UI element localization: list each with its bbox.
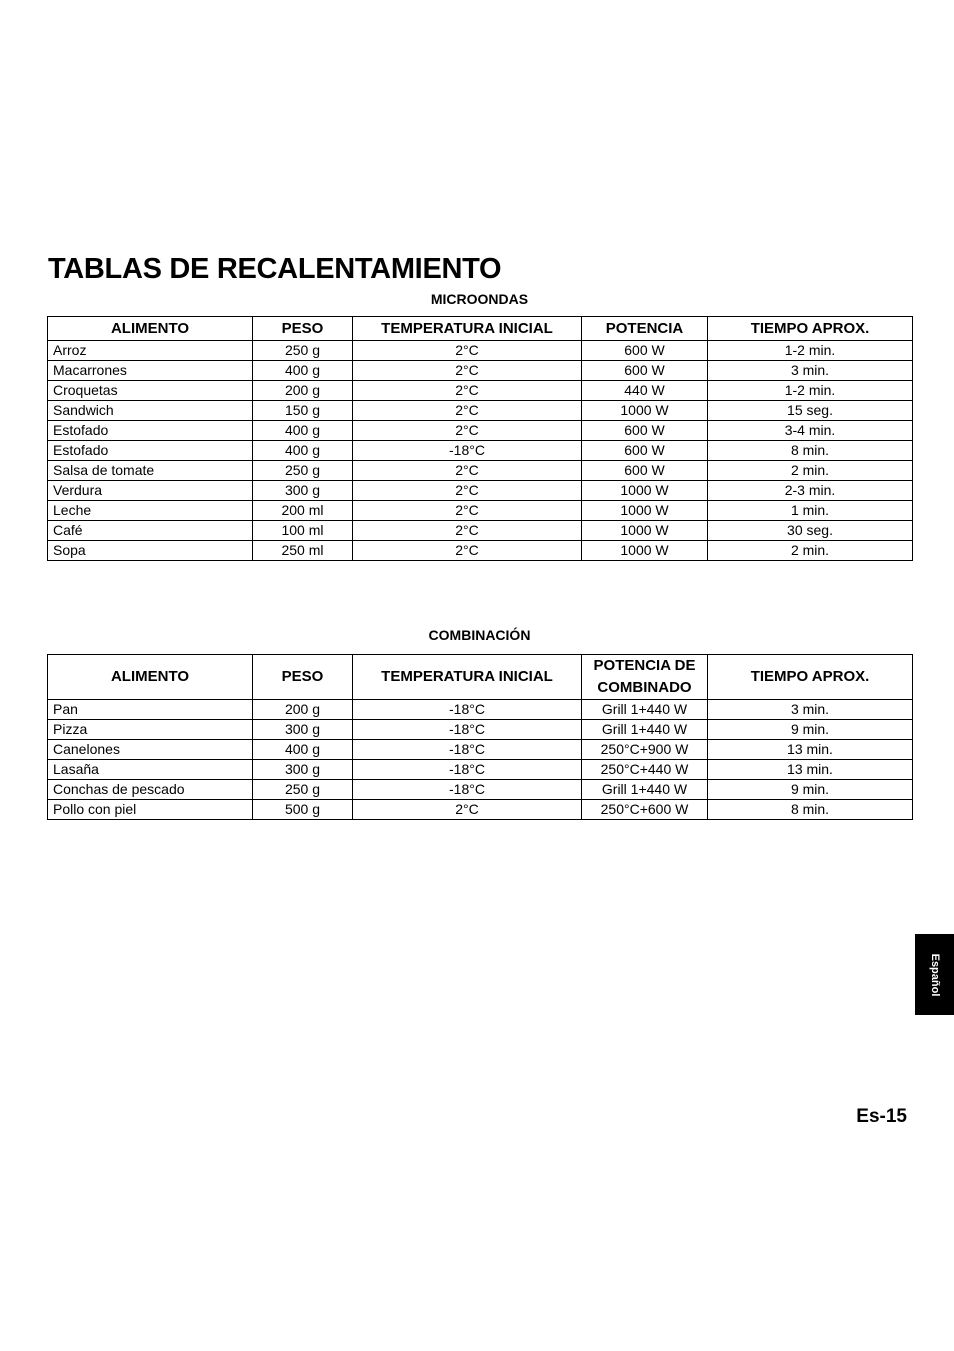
cell-potencia: 250°C+600 W (582, 800, 708, 820)
cell-alimento: Leche (48, 501, 253, 521)
cell-tiempo: 3-4 min. (708, 421, 913, 441)
cell-peso: 400 g (253, 441, 353, 461)
page-title: TABLAS DE RECALENTAMIENTO (48, 253, 502, 285)
table-row (48, 700, 913, 720)
header-alimento: ALIMENTO (48, 317, 253, 341)
cell-peso: 200 ml (253, 501, 353, 521)
cell-temperatura: -18°C (353, 441, 582, 461)
cell-potencia: 250°C+440 W (582, 760, 708, 780)
cell-temperatura: -18°C (353, 720, 582, 740)
header-tiempo-aprox: TIEMPO APROX. (708, 317, 913, 341)
header-temperatura-inicial: TEMPERATURA INICIAL (353, 655, 582, 700)
cell-tiempo: 8 min. (708, 800, 913, 820)
cell-alimento: Pizza (48, 720, 253, 740)
cell-potencia: 1000 W (582, 481, 708, 501)
cell-peso: 100 ml (253, 521, 353, 541)
cell-peso: 250 g (253, 780, 353, 800)
cell-alimento: Lasaña (48, 760, 253, 780)
cell-tiempo: 1-2 min. (708, 381, 913, 401)
cell-potencia: Grill 1+440 W (582, 700, 708, 720)
table-row (48, 760, 913, 780)
cell-alimento: Macarrones (48, 361, 253, 381)
cell-alimento: Pan (48, 700, 253, 720)
table-row (48, 341, 913, 361)
table-row (48, 421, 913, 441)
cell-alimento: Croquetas (48, 381, 253, 401)
cell-tiempo: 8 min. (708, 441, 913, 461)
cell-alimento: Verdura (48, 481, 253, 501)
cell-alimento: Conchas de pescado (48, 780, 253, 800)
table-row (48, 361, 913, 381)
header-peso: PESO (253, 317, 353, 341)
cell-potencia: 1000 W (582, 501, 708, 521)
cell-peso: 400 g (253, 740, 353, 760)
cell-alimento: Café (48, 521, 253, 541)
cell-peso: 300 g (253, 760, 353, 780)
cell-temperatura: 2°C (353, 501, 582, 521)
cell-temperatura: 2°C (353, 521, 582, 541)
cell-potencia: 250°C+900 W (582, 740, 708, 760)
table-row (48, 461, 913, 481)
table-header-row (48, 317, 913, 341)
table-row (48, 501, 913, 521)
cell-potencia: 600 W (582, 341, 708, 361)
table-row (48, 780, 913, 800)
cell-peso: 300 g (253, 481, 353, 501)
cell-tiempo: 2 min. (708, 461, 913, 481)
table-row (48, 720, 913, 740)
cell-potencia: 1000 W (582, 541, 708, 561)
cell-alimento: Estofado (48, 441, 253, 461)
cell-temperatura: -18°C (353, 760, 582, 780)
cell-tiempo: 30 seg. (708, 521, 913, 541)
language-tab-label: Español (928, 953, 941, 996)
cell-tiempo: 1 min. (708, 501, 913, 521)
cell-temperatura: -18°C (353, 700, 582, 720)
cell-temperatura: -18°C (353, 740, 582, 760)
cell-temperatura: 2°C (353, 341, 582, 361)
cell-temperatura: 2°C (353, 361, 582, 381)
cell-tiempo: 2-3 min. (708, 481, 913, 501)
cell-temperatura: 2°C (353, 381, 582, 401)
cell-peso: 300 g (253, 720, 353, 740)
cell-potencia: 600 W (582, 441, 708, 461)
table-microondas (47, 316, 913, 561)
cell-peso: 200 g (253, 700, 353, 720)
cell-peso: 400 g (253, 421, 353, 441)
cell-potencia: 600 W (582, 461, 708, 481)
cell-peso: 250 g (253, 341, 353, 361)
cell-peso: 400 g (253, 361, 353, 381)
cell-peso: 250 ml (253, 541, 353, 561)
table-combinacion (47, 654, 913, 820)
cell-peso: 150 g (253, 401, 353, 421)
language-tab (915, 934, 954, 1015)
table-row (48, 800, 913, 820)
table-row (48, 740, 913, 760)
cell-temperatura: 2°C (353, 401, 582, 421)
header-peso: PESO (253, 655, 353, 700)
cell-temperatura: -18°C (353, 780, 582, 800)
cell-potencia: 1000 W (582, 521, 708, 541)
cell-tiempo: 9 min. (708, 720, 913, 740)
header-potencia-de-combinado: POTENCIA DE COMBINADO (582, 655, 708, 700)
cell-tiempo: 15 seg. (708, 401, 913, 421)
cell-alimento: Pollo con piel (48, 800, 253, 820)
table-row (48, 401, 913, 421)
cell-temperatura: 2°C (353, 541, 582, 561)
cell-tiempo: 1-2 min. (708, 341, 913, 361)
header-tiempo-aprox: TIEMPO APROX. (708, 655, 913, 700)
page-number: Es-15 (856, 1106, 907, 1127)
table-header-row (48, 655, 913, 700)
table-row (48, 521, 913, 541)
cell-tiempo: 9 min. (708, 780, 913, 800)
cell-tiempo: 3 min. (708, 361, 913, 381)
cell-alimento: Estofado (48, 421, 253, 441)
cell-potencia: 440 W (582, 381, 708, 401)
cell-potencia: Grill 1+440 W (582, 720, 708, 740)
cell-potencia: 600 W (582, 421, 708, 441)
cell-tiempo: 13 min. (708, 740, 913, 760)
section-title-microondas: MICROONDAS (430, 291, 529, 307)
cell-temperatura: 2°C (353, 421, 582, 441)
table-row (48, 441, 913, 461)
cell-potencia: 600 W (582, 361, 708, 381)
cell-temperatura: 2°C (353, 800, 582, 820)
cell-alimento: Sopa (48, 541, 253, 561)
header-potencia: POTENCIA (582, 317, 708, 341)
cell-temperatura: 2°C (353, 461, 582, 481)
cell-alimento: Salsa de tomate (48, 461, 253, 481)
cell-tiempo: 2 min. (708, 541, 913, 561)
cell-peso: 250 g (253, 461, 353, 481)
cell-alimento: Sandwich (48, 401, 253, 421)
header-temperatura-inicial: TEMPERATURA INICIAL (353, 317, 582, 341)
section-title-combinacion: COMBINACIÓN (428, 627, 531, 643)
table-row (48, 481, 913, 501)
cell-temperatura: 2°C (353, 481, 582, 501)
table-row (48, 541, 913, 561)
header-alimento: ALIMENTO (48, 655, 253, 700)
cell-peso: 500 g (253, 800, 353, 820)
cell-potencia: Grill 1+440 W (582, 780, 708, 800)
cell-alimento: Arroz (48, 341, 253, 361)
cell-tiempo: 13 min. (708, 760, 913, 780)
cell-potencia: 1000 W (582, 401, 708, 421)
table-row (48, 381, 913, 401)
cell-alimento: Canelones (48, 740, 253, 760)
cell-tiempo: 3 min. (708, 700, 913, 720)
cell-peso: 200 g (253, 381, 353, 401)
